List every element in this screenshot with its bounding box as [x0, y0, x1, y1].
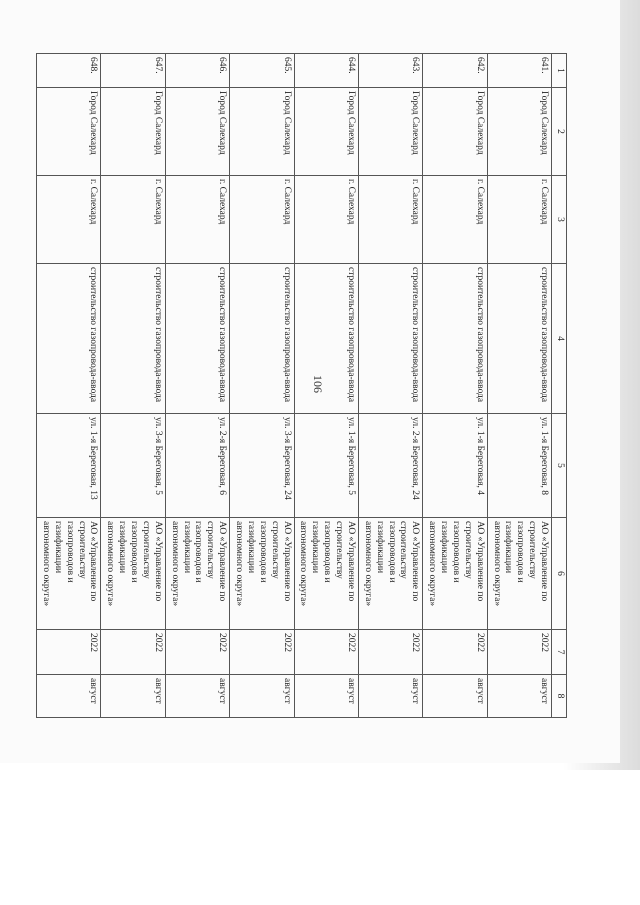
year-cell: 2022 — [230, 630, 294, 675]
table-row — [423, 54, 487, 718]
table-header-row — [552, 54, 567, 718]
settlement-cell: г. Салехард — [230, 176, 294, 264]
row-number: 642. — [423, 54, 487, 88]
executor-cell: АО «Управление по строительству газопроводов и газификации автономного округа» — [359, 518, 423, 630]
event-cell: строительство газопровода-ввода — [37, 264, 101, 414]
event-cell: строительство газопровода-ввода — [230, 264, 294, 414]
address-cell: ул. 3-я Береговая, 5 — [101, 414, 165, 518]
municipality-cell: Город Салехард — [294, 88, 358, 176]
month-cell: август — [294, 675, 358, 718]
municipality-cell: Город Салехард — [487, 88, 551, 176]
month-cell: август — [359, 675, 423, 718]
address-cell: ул. 1-я Береговая, 13 — [37, 414, 101, 518]
municipality-cell: Город Салехард — [359, 88, 423, 176]
settlement-cell: г. Салехард — [294, 176, 358, 264]
row-number: 645. — [230, 54, 294, 88]
table-row — [359, 54, 423, 718]
executor-cell: АО «Управление по строительству газопроводов и газификации автономного округа» — [294, 518, 358, 630]
event-cell: строительство газопровода-ввода — [165, 264, 229, 414]
address-cell: ул. 1-я Береговая, 5 — [294, 414, 358, 518]
municipality-cell: Город Салехард — [101, 88, 165, 176]
table-row — [230, 54, 294, 718]
table-row — [101, 54, 165, 718]
event-cell: строительство газопровода-ввода — [101, 264, 165, 414]
rotated-table-container — [41, 53, 567, 717]
municipality-cell: Город Салехард — [230, 88, 294, 176]
year-cell: 2022 — [487, 630, 551, 675]
month-cell: август — [101, 675, 165, 718]
column-header: 8 — [552, 675, 567, 718]
settlement-cell: г. Салехард — [487, 176, 551, 264]
row-number: 644. — [294, 54, 358, 88]
executor-cell: АО «Управление по строительству газопроводов и газификации автономного округа» — [423, 518, 487, 630]
table-row — [37, 54, 101, 718]
settlement-cell: г. Салехард — [423, 176, 487, 264]
column-header: 1 — [552, 54, 567, 88]
settlement-cell: г. Салехард — [37, 176, 101, 264]
row-number: 648. — [37, 54, 101, 88]
executor-cell: АО «Управление по строительству газопроводов и газификации автономного округа» — [165, 518, 229, 630]
table-row — [294, 54, 358, 718]
month-cell: август — [230, 675, 294, 718]
year-cell: 2022 — [165, 630, 229, 675]
column-header: 6 — [552, 518, 567, 630]
executor-cell: АО «Управление по строительству газопроводов и газификации автономного округа» — [487, 518, 551, 630]
month-cell: август — [37, 675, 101, 718]
table-row — [487, 54, 551, 718]
settlement-cell: г. Салехард — [101, 176, 165, 264]
event-cell: строительство газопровода-ввода — [294, 264, 358, 414]
column-header: 4 — [552, 264, 567, 414]
address-cell: ул. 2-я Береговая, 6 — [165, 414, 229, 518]
executor-cell: АО «Управление по строительству газопроводов и газификации автономного округа» — [101, 518, 165, 630]
address-cell: ул. 1-я Береговая, 4 — [423, 414, 487, 518]
table-row — [165, 54, 229, 718]
event-cell: строительство газопровода-ввода — [423, 264, 487, 414]
address-cell: ул. 1-я Береговая, 8 — [487, 414, 551, 518]
event-cell: строительство газопровода-ввода — [487, 264, 551, 414]
settlement-cell: г. Салехард — [165, 176, 229, 264]
row-number: 646. — [165, 54, 229, 88]
year-cell: 2022 — [294, 630, 358, 675]
year-cell: 2022 — [359, 630, 423, 675]
municipality-cell: Город Салехард — [37, 88, 101, 176]
month-cell: август — [165, 675, 229, 718]
column-header: 3 — [552, 176, 567, 264]
year-cell: 2022 — [101, 630, 165, 675]
column-header: 5 — [552, 414, 567, 518]
row-number: 643. — [359, 54, 423, 88]
event-cell: строительство газопровода-ввода — [359, 264, 423, 414]
municipality-cell: Город Салехард — [423, 88, 487, 176]
row-number: 647. — [101, 54, 165, 88]
column-header: 7 — [552, 630, 567, 675]
row-number: 641. — [487, 54, 551, 88]
month-cell: август — [487, 675, 551, 718]
settlement-cell: г. Салехард — [359, 176, 423, 264]
year-cell: 2022 — [37, 630, 101, 675]
table-body — [37, 54, 552, 718]
page-number: 106 — [311, 375, 325, 393]
column-header: 2 — [552, 88, 567, 176]
data-table — [36, 53, 567, 718]
address-cell: ул. 3-я Береговая, 24 — [230, 414, 294, 518]
month-cell: август — [423, 675, 487, 718]
year-cell: 2022 — [423, 630, 487, 675]
municipality-cell: Город Салехард — [165, 88, 229, 176]
address-cell: ул. 2-я Береговая, 24 — [359, 414, 423, 518]
executor-cell: АО «Управление по строительству газопроводов и газификации автономного округа» — [230, 518, 294, 630]
executor-cell: АО «Управление по строительству газопроводов и газификации автономного округа» — [37, 518, 101, 630]
